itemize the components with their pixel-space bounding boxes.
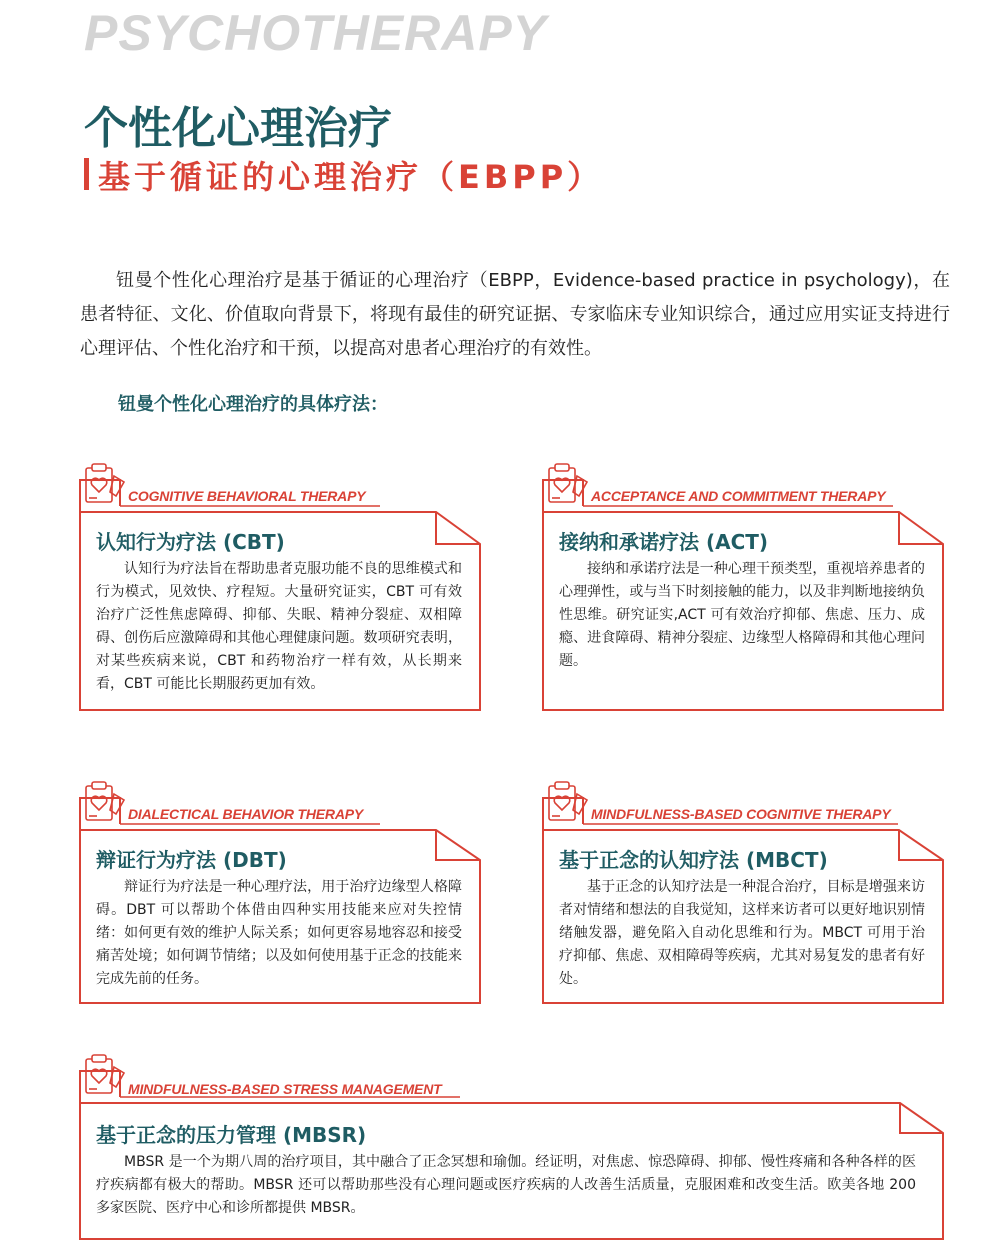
card-body: 辩证行为疗法是一种心理疗法，用于治疗边缘型人格障碍。DBT 可以帮助个体借由四种实用技能来应对失控情绪：如何更有效的维护人际关系；如何更容易地容忍和接受痛苦处境；如何调节情绪；以及如何使用基于正念的技能来完成先前的任务。: [96, 879, 462, 987]
clipboard-heart-icon: [549, 464, 587, 502]
clipboard-heart-icon: [549, 782, 587, 820]
clipboard-heart-icon: [86, 782, 124, 820]
card-title: 基于正念的认知疗法 (MBCT): [559, 848, 828, 872]
therapy-card-mbct: [543, 780, 943, 1005]
card-title: 辩证行为疗法 (DBT): [96, 848, 287, 872]
card-title: 认知行为疗法 (CBT): [96, 530, 285, 554]
watermark-text: PSYCHOTHERAPY: [84, 5, 548, 61]
therapy-card-mbsr: [80, 1053, 943, 1241]
page-title: 个性化心理治疗: [84, 103, 392, 154]
card-body: MBSR 是一个为期八周的治疗项目，其中融合了正念冥想和瑜伽。经证明，对焦虑、惊恐障碍、抑郁、慢性疼痛和各种各样的医疗疾病都有极大的帮助。MBSR 还可以帮助那些没有心理问题或医疗疾病的人改善生活质量，克服困难和改变生活。欧美各地 200 多家医院、医疗中心和诊所都提供 MBSR。: [96, 1154, 916, 1216]
therapy-card-cbt: [80, 462, 480, 712]
page-subtitle: 基于循证的心理治疗（EBPP）: [98, 158, 604, 196]
card-body: 接纳和承诺疗法是一种心理干预类型，重视培养患者的心理弹性，或与当下时刻接触的能力，以及非判断地接纳负性思维。研究证实,ACT 可有效治疗抑郁、焦虑、压力、成瘾、进食障碍、精神分裂症、边缘型人格障碍和其他心理问题。: [559, 561, 925, 669]
card-english-label: ACCEPTANCE AND COMMITMENT THERAPY: [591, 488, 886, 504]
section-label: 钮曼个性化心理治疗的具体疗法：: [118, 394, 388, 415]
intro-paragraph: 钮曼个性化心理治疗是基于循证的心理治疗（EBPP，Evidence-based practice in psychology)，在患者特征、文化、价值取向背景下，将现有最佳的研究证据、专家临床专业知识综合，通过应用实证支持进行心理评估、个性化治疗和干预，以提高对患者心理治疗的有效性。: [80, 270, 950, 359]
card-title: 基于正念的压力管理 (MBSR): [96, 1123, 367, 1147]
card-english-label: MINDFULNESS-BASED STRESS MANAGEMENT: [128, 1081, 442, 1097]
subtitle-accent-bar: [84, 158, 89, 190]
card-body: 基于正念的认知疗法是一种混合治疗，目标是增强来访者对情绪和想法的自我觉知，这样来访者可以更好地识别情绪触发器，避免陷入自动化思维和行为。MBCT 可用于治疗抑郁、焦虑、双相障碍等疾病，尤其对易复发的患者有好处。: [559, 879, 925, 987]
card-english-label: COGNITIVE BEHAVIORAL THERAPY: [128, 488, 366, 504]
therapy-card-dbt: [80, 780, 480, 1005]
therapy-card-act: [543, 462, 943, 712]
card-english-label: DIALECTICAL BEHAVIOR THERAPY: [128, 806, 364, 822]
clipboard-heart-icon: [86, 1055, 124, 1093]
card-title: 接纳和承诺疗法 (ACT): [559, 530, 769, 554]
card-english-label: MINDFULNESS-BASED COGNITIVE THERAPY: [591, 806, 891, 822]
clipboard-heart-icon: [86, 464, 124, 502]
card-body: 认知行为疗法旨在帮助患者克服功能不良的思维模式和行为模式，见效快、疗程短。大量研究证实，CBT 可有效治疗广泛性焦虑障碍、抑郁、失眠、精神分裂症、双相障碍、创伤后应激障碍和其他心理健康问题。数项研究表明，对某些疾病来说，CBT 和药物治疗一样有效，从长期来看，CBT 可能比长期服药更加有效。: [96, 561, 462, 692]
